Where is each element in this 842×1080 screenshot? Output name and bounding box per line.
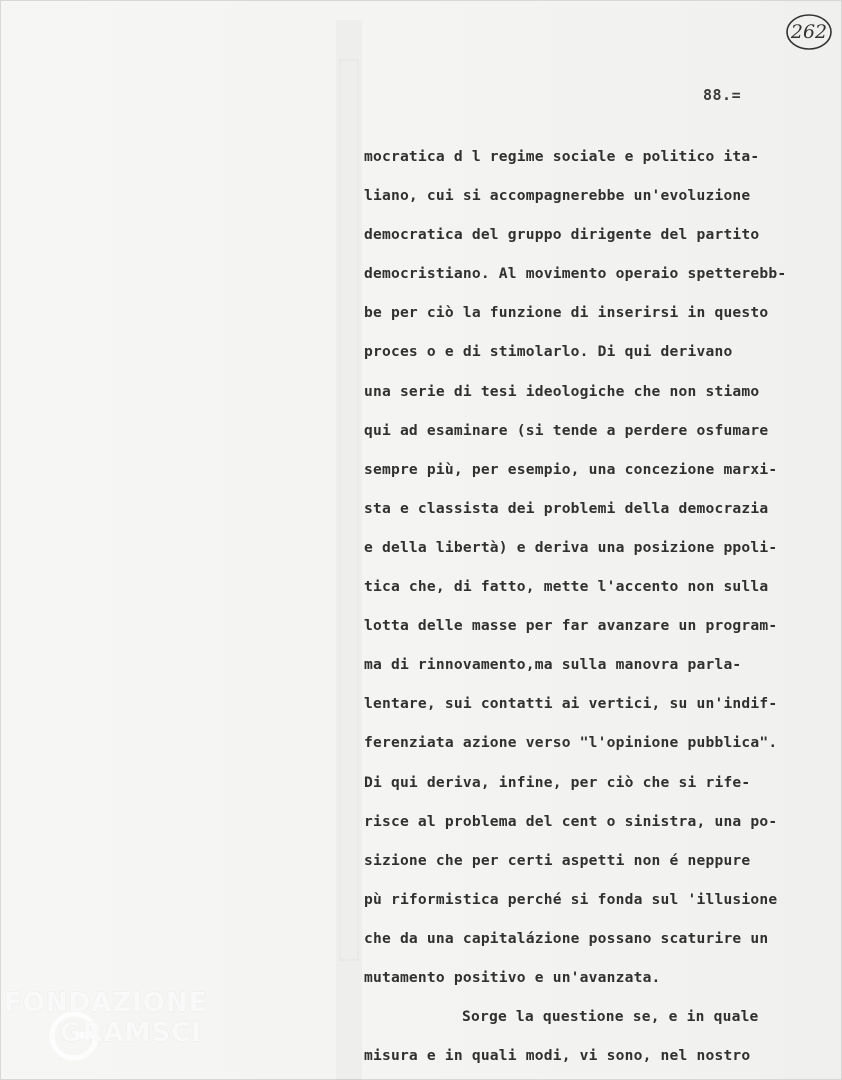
text-line: ma di rinnovamento,ma sulla manovra parla-: [364, 656, 742, 674]
text-line: pù riformistica perché si fonda sul 'illusione: [364, 890, 778, 908]
text-line: lentare, sui contatti ai vertici, su un'indif-: [364, 695, 778, 713]
text-line: democratica del gruppo dirigente del partito: [364, 226, 760, 244]
typewritten-text: [364, 143, 834, 1080]
text-line: Sorge la questione se, e in quale: [462, 1008, 759, 1026]
text-line: sizione che per certi aspetti non é neppure: [364, 851, 751, 869]
text-line: lotta delle masse per far avanzare un program-: [364, 617, 778, 635]
archive-number-stamp: [784, 12, 834, 52]
text-line: Di qui deriva, infine, per ciò che si rife-: [364, 773, 751, 791]
text-line: una serie di tesi ideologiche che non stiamo: [364, 382, 760, 400]
text-line: be per ciò la funzione di inserirsi in questo: [364, 304, 769, 322]
archive-number: 262: [790, 21, 828, 43]
watermark-line1: FONDAZIONE: [4, 988, 208, 1018]
text-line: sempre più, per esempio, una concezione marxi-: [364, 460, 778, 478]
text-line: mutamento positivo e un'avanzata.: [364, 968, 661, 986]
text-line: misura e in quali modi, vi sono, nel nostro: [364, 1047, 751, 1065]
text-line: che da una capitalázione possano scaturire un: [364, 929, 769, 947]
text-line: risce al problema del cent o sinistra, una po-: [364, 812, 778, 830]
text-line: mocratica d l regime sociale e politico ita-: [364, 148, 760, 165]
page-number: 88.=: [703, 86, 742, 104]
text-line: qui ad esaminare (si tende a perdere osfumare: [364, 421, 769, 439]
text-line: proces o e di stimolarlo. Di qui derivano: [364, 343, 733, 361]
text-line: sta e classista dei problemi della democrazia: [364, 499, 769, 517]
text-line: ferenziata azione verso "l'opinione pubblica".: [364, 734, 778, 752]
text-line: tica che, di fatto, mette l'accento non sulla: [364, 578, 769, 596]
watermark-line2: GRAMSCI: [60, 1018, 202, 1048]
text-line: liano, cui si accompagnerebbe un'evoluzione: [364, 187, 751, 205]
text-line: democristiano. Al movimento operaio spetterebb-: [364, 265, 787, 283]
fondazione-gramsci-watermark: [4, 988, 214, 1072]
text-line: e della libertà) e deriva una posizione ppoli-: [364, 538, 778, 556]
